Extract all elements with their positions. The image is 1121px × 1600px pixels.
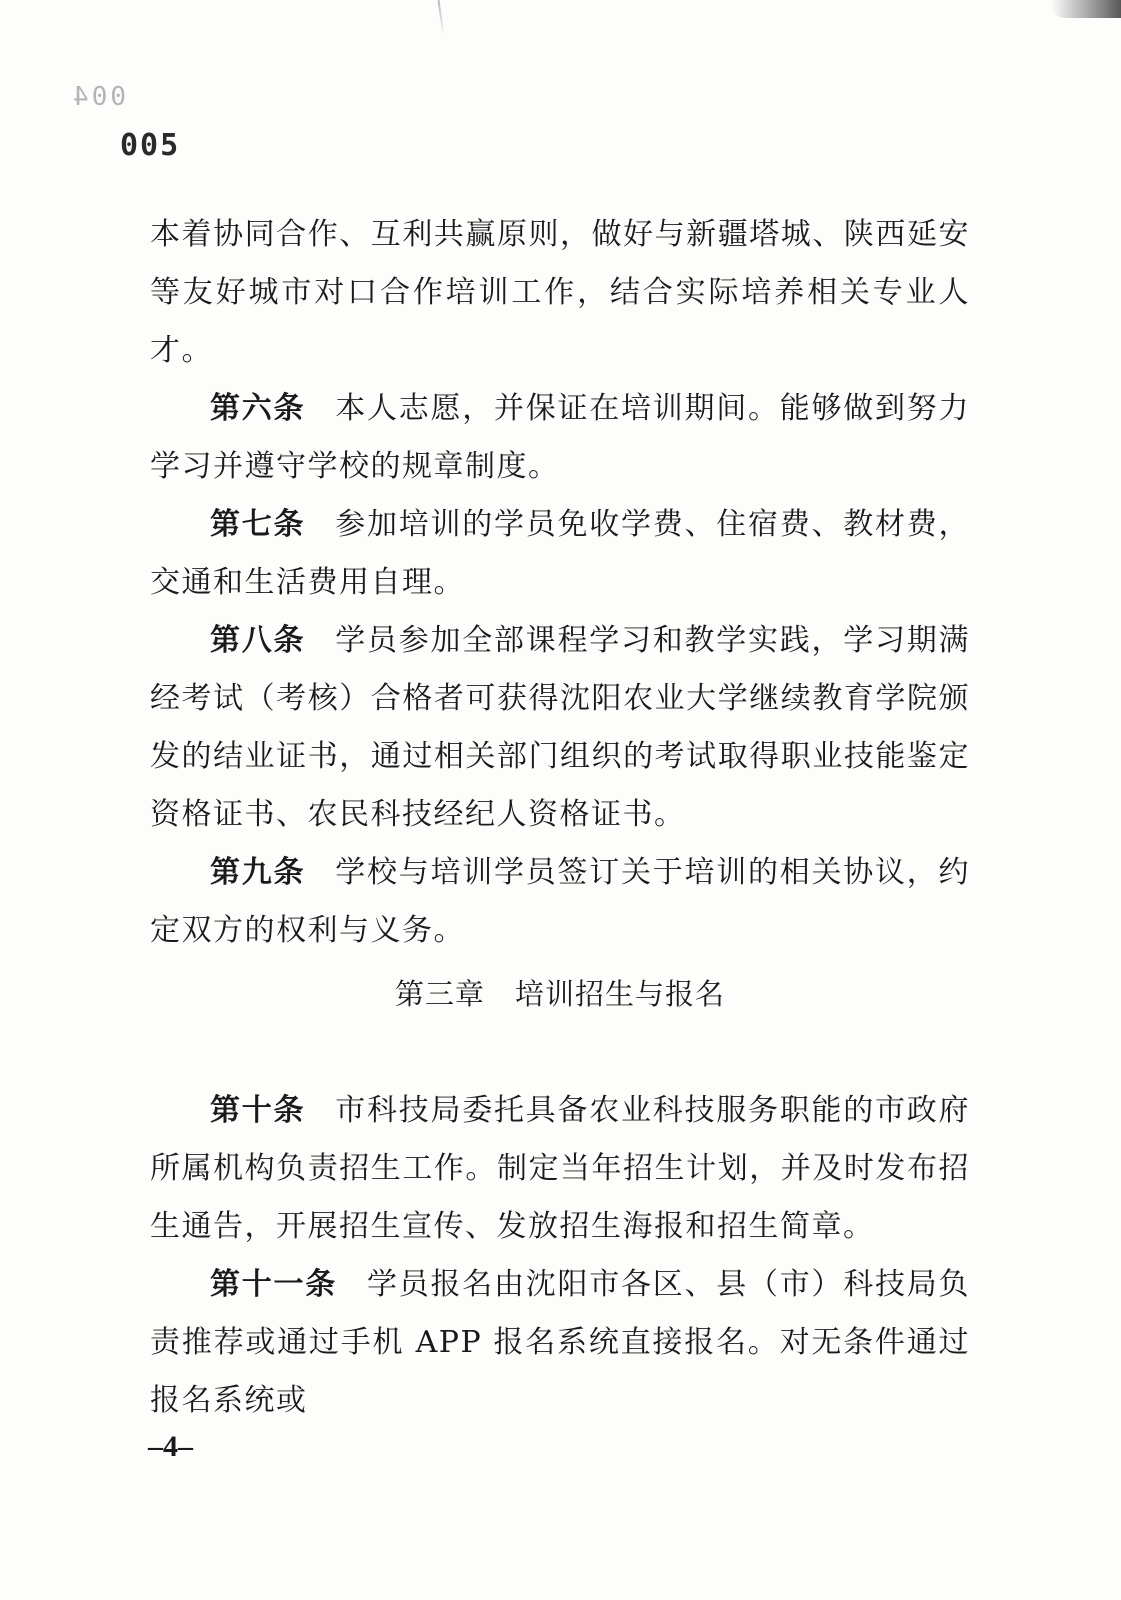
article-7 — [150, 496, 970, 612]
article-10 — [150, 1082, 970, 1256]
article-7-text: 参加培训的学员免收学费、住宿费、教材费，交通和生活费用自理。 — [150, 507, 970, 600]
continued-paragraph: 本着协同合作、互利共赢原则，做好与新疆塔城、陕西延安等友好城市对口合作培训工作，结合实际培养相关专业人才。 — [150, 217, 970, 368]
scan-corner-mark — [1051, 0, 1121, 18]
chapter-heading — [150, 972, 970, 1013]
article-11-label: 第十一条 — [210, 1267, 337, 1302]
article-9 — [150, 844, 970, 960]
article-11-text: 学员报名由沈阳市各区、县（市）科技局负责推荐或通过手机 APP 报名系统直接报名。对无条件通过报名系统或 — [150, 1267, 970, 1418]
article-10-label: 第十条 — [210, 1093, 306, 1128]
article-7-label: 第七条 — [210, 507, 306, 542]
body-section-1 — [150, 206, 970, 960]
article-6-label: 第六条 — [210, 391, 306, 426]
body-section-2 — [150, 1082, 970, 1430]
article-8-text: 学员参加全部课程学习和教学实践，学习期满经考试（考核）合格者可获得沈阳农业大学继续教育学院颁发的结业证书，通过相关部门组织的考试取得职业技能鉴定资格证书、农民科技经纪人资格证书。 — [150, 623, 970, 832]
article-9-label: 第九条 — [210, 855, 306, 890]
article-6-text: 本人志愿，并保证在培训期间。能够做到努力学习并遵守学校的规章制度。 — [150, 391, 970, 484]
chapter-title: 培训招生与报名 — [515, 977, 726, 1011]
scan-crease-line — [438, 0, 445, 36]
article-10-text: 市科技局委托具备农业科技服务职能的市政府所属机构负责招生工作。制定当年招生计划，并及时发布招生通告，开展招生宣传、发放招生海报和招生简章。 — [150, 1093, 970, 1244]
article-9-text: 学校与培训学员签订关于培训的相关协议，约定双方的权利与义务。 — [150, 855, 970, 948]
article-6 — [150, 380, 970, 496]
page-number: –4– — [148, 1430, 193, 1463]
chapter-number: 第三章 — [394, 977, 485, 1011]
article-8 — [150, 612, 970, 844]
old-page-stamp: 004 — [70, 82, 126, 112]
article-8-label: 第八条 — [210, 623, 306, 658]
new-page-stamp: 005 — [120, 128, 181, 163]
article-11 — [150, 1256, 970, 1430]
